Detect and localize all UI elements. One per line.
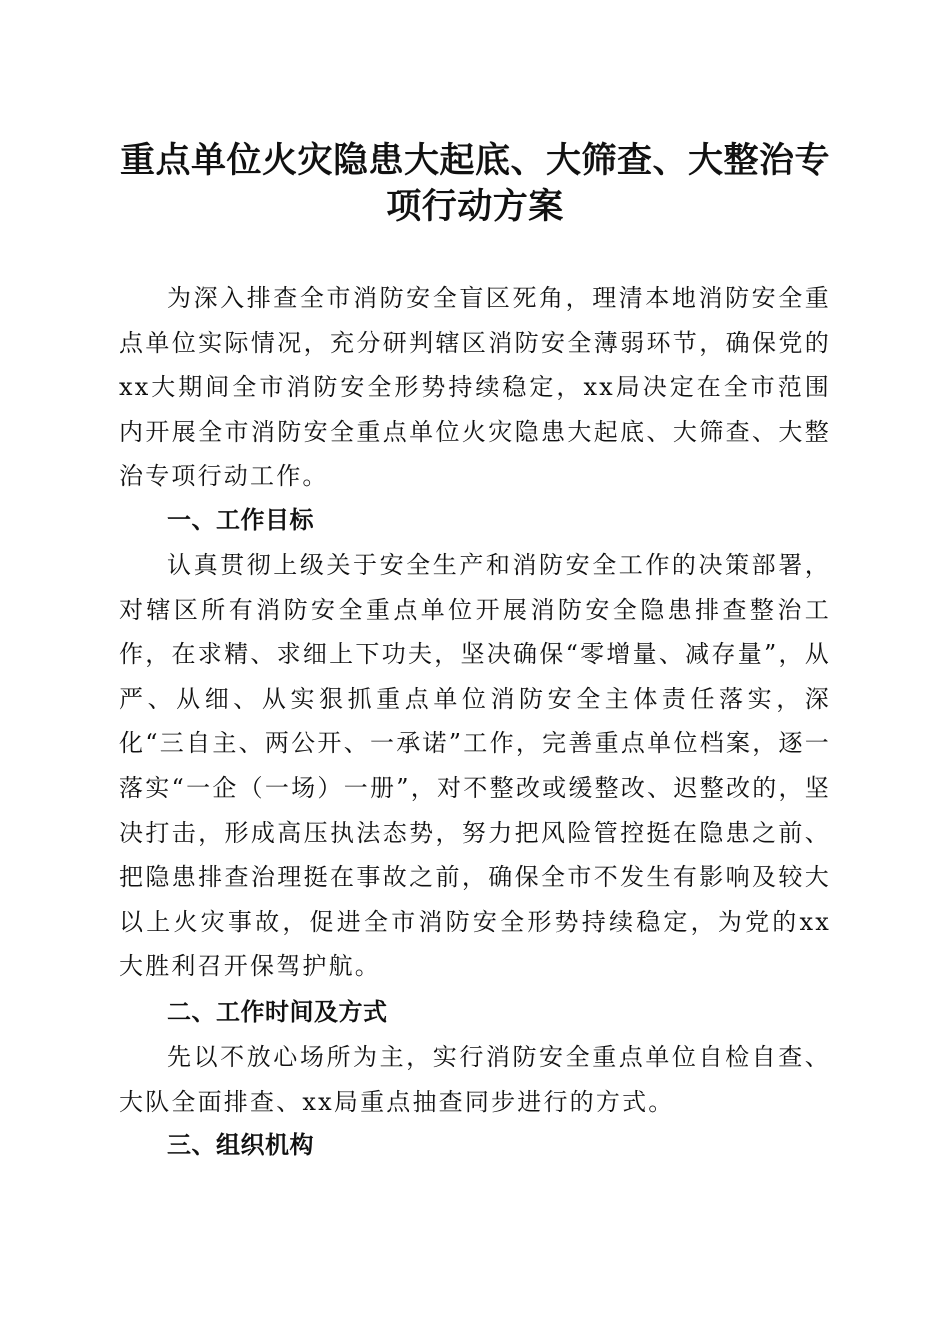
document-title: 重点单位火灾隐患大起底、大筛查、大整治专项行动方案 (119, 140, 830, 227)
section-body-schedule: 先以不放心场所为主，实行消防安全重点单位自检自查、大队全面排查、xx局重点抽查同步进行的方式。 (119, 1043, 831, 1116)
intro-paragraph: 为深入排查全市消防安全盲区死角，理清本地消防安全重点单位实际情况，充分研判辖区消防安全薄弱环节，确保党的xx大期间全市消防安全形势持续稳定，xx局决定在全市范围内开展全市消防安全重点单位火灾隐患大起底、大筛查、大整治专项行动工作。 (119, 284, 831, 491)
section-heading-organization: 三、组织机构 (167, 1131, 314, 1159)
section-heading-schedule: 二、工作时间及方式 (167, 998, 388, 1026)
section-body-goals: 认真贯彻上级关于安全生产和消防安全工作的决策部署，对辖区所有消防安全重点单位开展消防安全隐患排查整治工作，在求精、求细上下功夫，坚决确保“零增量、减存量”，从严、从细、从实狠抓重点单位消防安全主体责任落实，深化“三自主、两公开、一承诺”工作，完善重点单位档案，逐一落实“一企（一场）一册”，对不整改或缓整改、迟整改的，坚决打击，形成高压执法态势，努力把风险管控挺在隐患之前、把隐患排查治理挺在事故之前，确保全市不发生有影响及较大以上火灾事故，促进全市消防安全形势持续稳定，为党的xx大胜利召开保驾护航。 (119, 551, 831, 981)
section-heading-goals: 一、工作目标 (167, 506, 314, 534)
